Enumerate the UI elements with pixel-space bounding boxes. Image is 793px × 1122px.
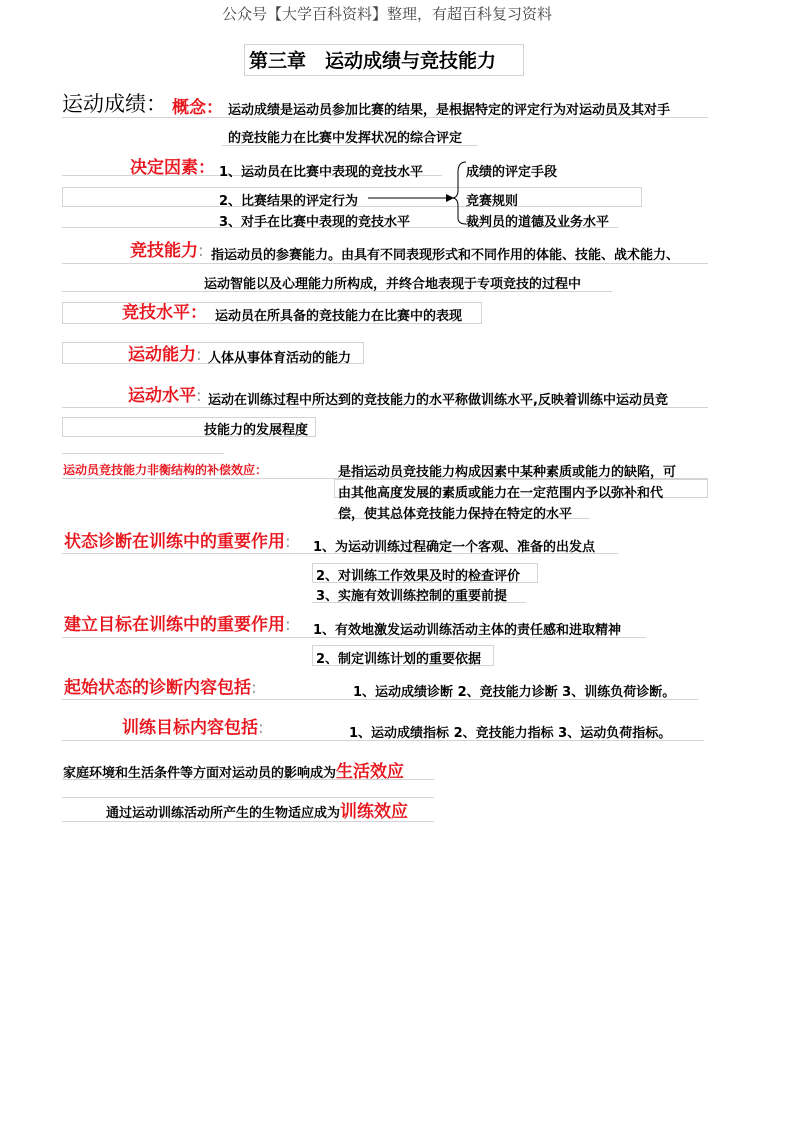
concept-label: 概念： bbox=[172, 98, 223, 118]
diagnosis-item-2: 2、对训练工作效果及时的检查评价 bbox=[316, 569, 521, 584]
life-effect-term: 生活效应 bbox=[336, 762, 405, 782]
competitive-ability-label: 竞技能力: bbox=[130, 241, 204, 261]
training-goals-text: 1、运动成绩指标 2、竞技能力指标 3、运动负荷指标。 bbox=[349, 726, 672, 741]
goal-item-2: 2、制定训练计划的重要依据 bbox=[316, 652, 482, 667]
means-1: 成绩的评定手段 bbox=[466, 165, 558, 180]
life-effect-line bbox=[63, 757, 404, 782]
life-effect-text: 家庭环境和生活条件等方面对运动员的影响成为 bbox=[63, 766, 337, 781]
training-effect-term: 训练效应 bbox=[340, 802, 409, 822]
athletic-level-line-1: 运动在训练过程中所达到的竞技能力的水平称做训练水平,反映着训练中运动员竞 bbox=[208, 393, 668, 408]
goal-item-1: 1、有效地激发运动训练活动主体的责任感和进取精神 bbox=[313, 623, 622, 638]
athletic-level-label: 运动水平: bbox=[128, 386, 202, 406]
competitive-ability-line-1: 指运动员的参赛能力。由具有不同表现形式和不同作用的体能、技能、战术能力、 bbox=[211, 248, 680, 263]
training-effect-line bbox=[106, 797, 408, 822]
factor-brace-arrow bbox=[360, 158, 470, 228]
factor-3: 3、对手在比赛中表现的竞技水平 bbox=[219, 215, 411, 230]
athletic-ability-label: 运动能力: bbox=[128, 345, 202, 365]
initial-diagnosis-label: 起始状态的诊断内容包括: bbox=[64, 678, 257, 698]
competitive-level-label: 竞技水平： bbox=[122, 303, 207, 323]
diagnosis-item-3: 3、实施有效训练控制的重要前提 bbox=[316, 589, 508, 604]
performance-heading: 运动成绩： bbox=[62, 92, 167, 116]
diagnosis-role-label: 状态诊断在训练中的重要作用: bbox=[64, 532, 291, 552]
concept-line-2: 的竞技能力在比赛中发挥状况的综合评定 bbox=[228, 131, 463, 146]
means-3: 裁判员的道德及业务水平 bbox=[466, 215, 610, 230]
means-2: 竞赛规则 bbox=[466, 194, 519, 209]
factor-2: 2、比赛结果的评定行为 bbox=[219, 194, 359, 209]
diagnosis-item-1: 1、为运动训练过程确定一个客观、准备的出发点 bbox=[313, 540, 596, 555]
initial-diagnosis-text: 1、运动成绩诊断 2、竞技能力诊断 3、训练负荷诊断。 bbox=[353, 685, 676, 700]
competitive-ability-line-2: 运动智能以及心理能力所构成，并终合地表现于专项竞技的过程中 bbox=[204, 277, 582, 292]
compensation-line-3: 偿，使其总体竞技能力保持在特定的水平 bbox=[338, 507, 573, 522]
goal-role-label: 建立目标在训练中的重要作用: bbox=[64, 615, 291, 635]
training-goals-label: 训练目标内容包括: bbox=[122, 718, 264, 738]
training-effect-text: 通过运动训练活动所产生的生物适应成为 bbox=[106, 806, 341, 821]
factors-label: 决定因素： bbox=[130, 158, 215, 178]
athletic-ability-text: 人体从事体育活动的能力 bbox=[208, 351, 352, 366]
compensation-line-2: 由其他高度发展的素质或能力在一定范围内予以弥补和代 bbox=[338, 486, 664, 501]
competitive-level-text: 运动员在所具备的竞技能力在比赛中的表现 bbox=[215, 309, 463, 324]
concept-line-1: 运动成绩是运动员参加比赛的结果，是根据特定的评定行为对运动员及其对手 bbox=[228, 103, 671, 118]
page-header: 公众号【大学百科资料】整理，有超百科复习资料 bbox=[222, 5, 553, 23]
chapter-title: 第三章 运动成绩与竞技能力 bbox=[249, 50, 497, 72]
compensation-line-1: 是指运动员竞技能力构成因素中某种素质或能力的缺陷，可 bbox=[338, 465, 677, 480]
factor-1: 1、运动员在比赛中表现的竞技水平 bbox=[219, 165, 424, 180]
compensation-label: 运动员竞技能力非衡结构的补偿效应： bbox=[63, 463, 268, 477]
athletic-level-line-2: 技能力的发展程度 bbox=[204, 423, 309, 438]
